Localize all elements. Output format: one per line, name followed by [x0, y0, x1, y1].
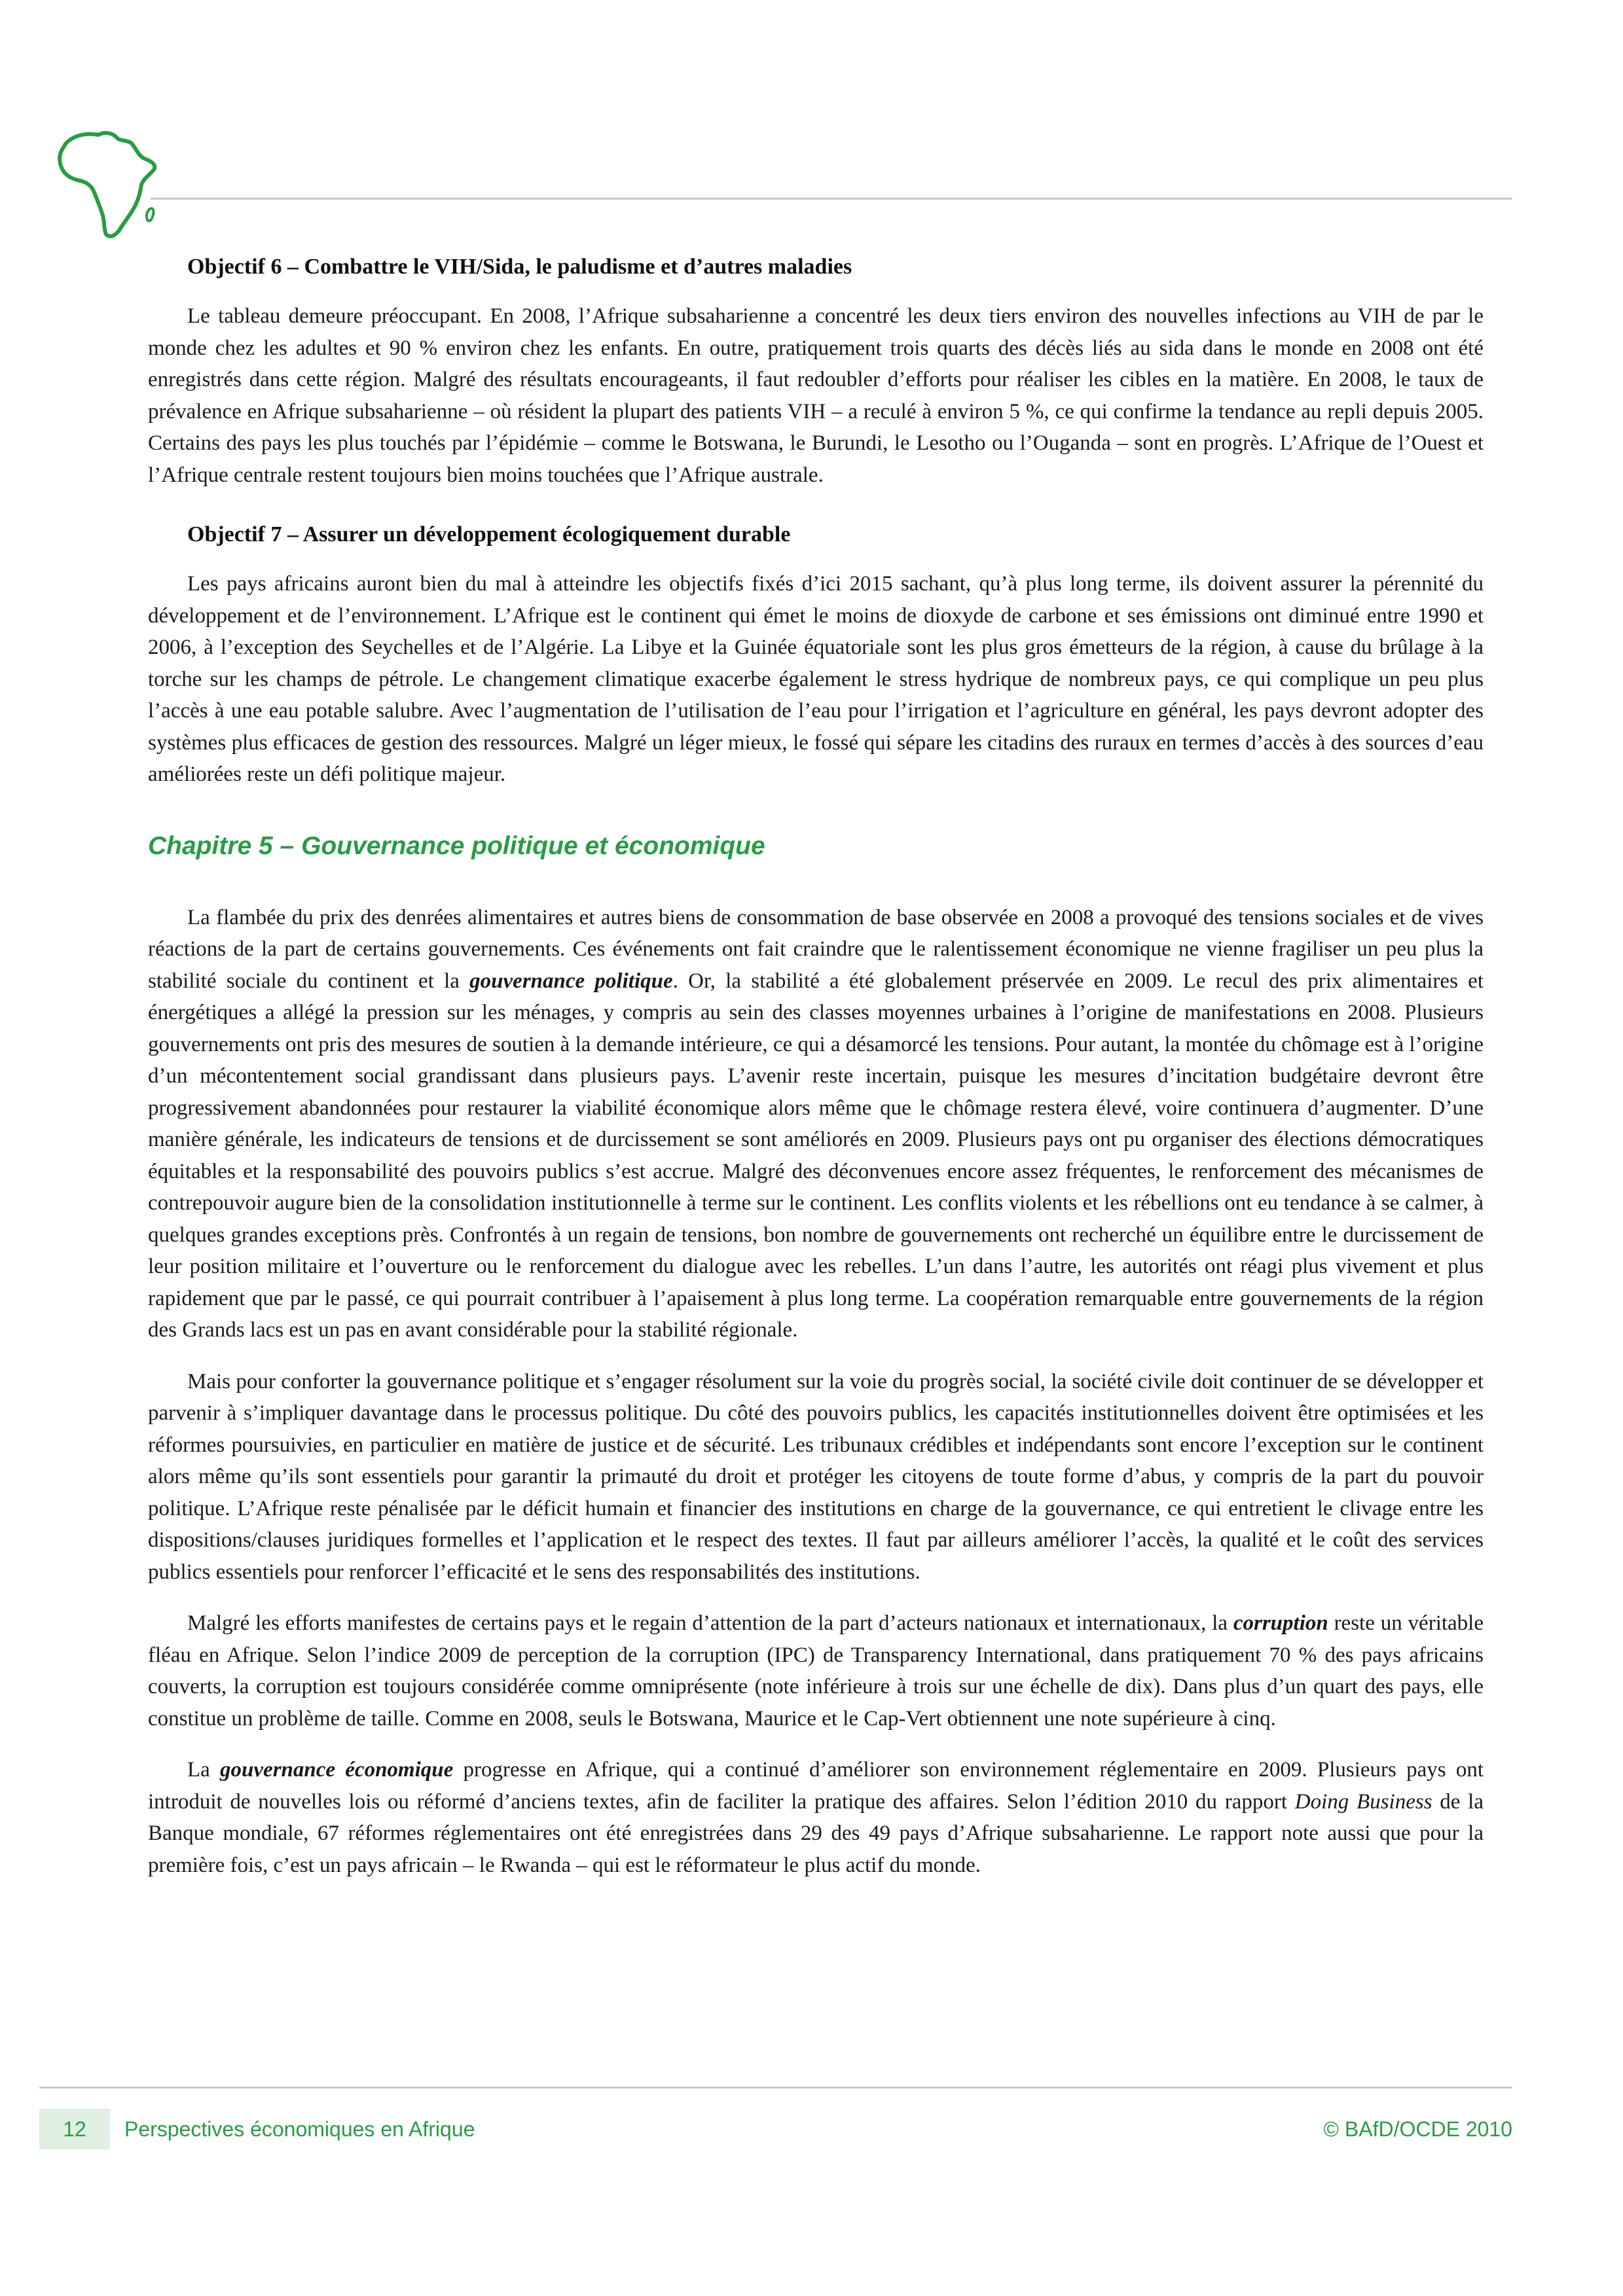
objectif-6-paragraph: Le tableau demeure préoccupant. En 2008, l’Afrique subsaharienne a concentré les deux tiers environ des nouvelles infections au VIH de par le monde chez les adultes et 90 % environ chez les enfants. En outre, pratiquement trois quarts des décès liés au sida dans le monde en 2008 ont été enregistrés dans cette région. Malgré des résultats encourageants, il faut redoubler d’efforts pour réaliser les cibles en la matière. En 2008, le taux de prévalence en Afrique subsaharienne – où résident la plupart des patients VIH – a reculé à environ 5 %, ce qui confirme la tendance au repli depuis 2005. Certains des pays les plus touchés par l’épidémie – comme le Botswana, le Burundi, le Lesotho ou l’Ouganda – sont en progrès. L’Afrique de l’Ouest et l’Afrique centrale restent toujours bien moins touchées que l’Afrique australe.: [148, 304, 1484, 487]
term-corruption: corruption: [1233, 1611, 1328, 1635]
publication-title: Perspectives économiques en Afrique: [124, 2117, 475, 2141]
paragraph-text: reste un véritable fléau en Afrique. Selon l’indice 2009 de perception de la corruption (IPC) de Transparency International, dans pratiquement 70 % des pays africains couverts, la corruption est toujours considérée comme omniprésente (note inférieure à trois sur une échelle de dix). Dans plus d’un quart des pays, elle constitue un problème de taille. Comme en 2008, seuls le Botswana, Maurice et le Cap-Vert obtiennent une note supérieure à cinq.: [148, 1611, 1484, 1731]
chapter-5-title: Chapitre 5 – Gouvernance politique et économique: [148, 831, 765, 860]
term-gouvernance-politique: gouvernance politique: [469, 969, 673, 993]
paragraph-text: La: [187, 1758, 221, 1782]
report-title-doing-business: Doing Business: [1294, 1789, 1432, 1814]
page-content: [148, 252, 1484, 1901]
objectif-6-title: Objectif 6 – Combattre le VIH/Sida, le paludisme et d’autres maladies: [187, 255, 852, 279]
objectif-7-paragraph: Les pays africains auront bien du mal à atteindre les objectifs fixés d’ici 2015 sachant, qu’à plus long terme, ils doivent assurer la pérennité du développement et de l’environnement. L’Afrique est le continent qui émet le moins de dioxyde de carbone et ses émissions ont diminué entre 1990 et 2006, à l’exception des Seychelles et de l’Algérie. La Libye et la Guinée équatoriale sont les plus gros émetteurs de la région, à cause du brûlage à la torche sur les champs de pétrole. Le changement climatique exacerbe également le stress hydrique de nombreux pays, ce qui complique un peu plus l’accès à une eau potable salubre. Avec l’augmentation de l’utilisation de l’eau pour l’irrigation et l’agriculture en général, les pays devront adopter des systèmes plus efficaces de gestion des ressources. Malgré un léger mieux, le fossé qui sépare les citadins des ruraux en termes d’accès à des sources d’eau améliorées reste un défi politique majeur.: [148, 572, 1484, 786]
page-number: 12: [39, 2109, 110, 2149]
chapter-5-paragraph-4: [148, 1754, 1484, 1881]
header-rule: [151, 198, 1512, 200]
paragraph-text: Malgré les efforts manifestes de certains pays et le regain d’attention de la part d’acteurs nationaux et internationaux, la: [187, 1611, 1233, 1635]
paragraph-text: La flambée du prix des denrées alimentaires et autres biens de consommation de base observée en 2008 a provoqué des tensions sociales et de vives réactions de la part de certains gouvernements. Ces événements ont fait craindre que le ralentissement économique ne vienne fragiliser un peu plus la stabilité sociale du continent et la: [148, 905, 1484, 993]
copyright-notice: © BAfD/OCDE 2010: [1323, 2117, 1512, 2141]
africa-outline-icon: [60, 133, 155, 236]
chapter-5-paragraph-1: [148, 902, 1484, 1346]
chapter-5-paragraph-2: Mais pour conforter la gouvernance politique et s’engager résolument sur la voie du progrès social, la société civile doit continuer de se développer et parvenir à s’impliquer davantage dans le processus politique. Du côté des pouvoirs publics, les capacités institutionnelles doivent être optimisées et les réformes poursuivies, en particulier en matière de justice et de sécurité. Les tribunaux crédibles et indépendants sont encore l’exception sur le continent alors même qu’ils sont essentiels pour garantir la primauté du droit et protéger les citoyens de toute forme d’abus, y compris de la part du pouvoir politique. L’Afrique reste pénalisée par le déficit humain et financier des institutions en charge de la gouvernance, ce qui entretient le clivage entre les dispositions/clauses juridiques formelles et l’application et le respect des textes. Il faut par ailleurs améliorer l’accès, la qualité et le coût des services publics essentiels pour renforcer l’efficacité et le sens des responsabilités des institutions.: [148, 1369, 1484, 1584]
madagascar-icon: [147, 208, 154, 221]
objectif-7-title: Objectif 7 – Assurer un développement écologiquement durable: [187, 522, 791, 547]
paragraph-text: de la Banque mondiale, 67 réformes réglementaires ont été enregistrées dans 29 des 49 pays d’Afrique subsaharienne. Le rapport note aussi que pour la première fois, c’est un pays africain – le Rwanda – qui est le réformateur le plus actif du monde.: [148, 1789, 1484, 1877]
paragraph-text: . Or, la stabilité a été globalement préservée en 2009. Le recul des prix alimentaires et énergétiques a allégé la pression sur les ménages, y compris au sein des classes moyennes urbaines à l’origine de manifestations en 2008. Plusieurs gouvernements ont pris des mesures de soutien à la demande intérieure, ce qui a désamorcé les tensions. Pour autant, la montée du chômage est à l’origine d’un mécontentement social grandissant dans plusieurs pays. L’avenir reste incertain, puisque les mesures d’incitation budgétaire devront être progressivement abandonnées pour restaurer la viabilité économique alors même que le chômage restera élevé, voire continuera d’augmenter. D’une manière générale, les indicateurs de tensions et de durcissement se sont améliorés en 2009. Plusieurs pays ont pu organiser des élections démocratiques équitables et la responsabilité des pouvoirs publics s’est accrue. Malgré des déconvenues encore assez fréquentes, le renforcement des mécanismes de contrepouvoir augure bien de la consolidation institutionnelle à terme sur le continent. Les conflits violents et les rébellions ont eu tendance à se calmer, à quelques grandes exceptions près. Confrontés à un regain de tensions, bon nombre de gouvernements ont recherché un équilibre entre le durcissement de leur position militaire et l’ouverture ou le renforcement du dialogue avec les rebelles. L’un dans l’autre, les autorités ont réagi plus vivement et plus rapidement que par le passé, ce qui pourrait contribuer à l’apaisement à plus long terme. La coopération remarquable entre gouvernements de la région des Grands lacs est un pas en avant considérable pour la stabilité régionale.: [148, 969, 1484, 1342]
africa-map-logo: [46, 118, 164, 249]
footer-rule: [39, 2087, 1512, 2089]
chapter-5-paragraph-3: [148, 1607, 1484, 1734]
page-footer: [39, 2109, 1512, 2149]
term-gouvernance-economique: gouvernance économique: [220, 1758, 454, 1782]
paragraph-text: progresse en Afrique, qui a continué d’améliorer son environnement réglementaire en 2009. Plusieurs pays ont introduit de nouvelles lois ou réformé d’anciens textes, afin de faciliter la pratique des affaires. Selon l’édition 2010 du rapport: [148, 1758, 1484, 1814]
